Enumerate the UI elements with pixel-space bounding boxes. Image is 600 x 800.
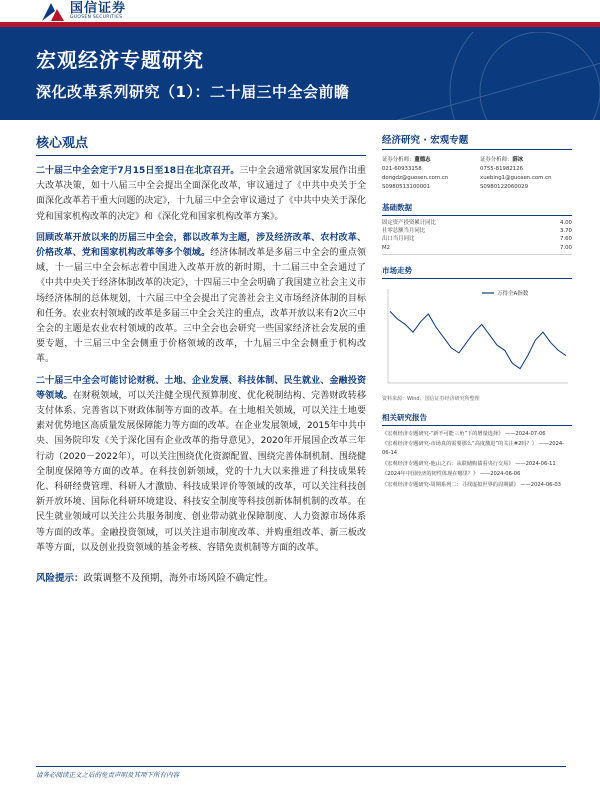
header-accent-bar [0, 22, 600, 27]
analyst-phone: 0755-81982126 [480, 166, 524, 172]
paragraph-lead: 二十届三中全会可能讨论财税、土地、企业发展、科技体制、民生就业、金融投资等领域。 [36, 375, 366, 401]
analyst-name: 董德志 [414, 157, 431, 163]
chart-source: 资料来源：Wind、国信证券经济研究所整理 [382, 395, 480, 402]
basic-data-row [382, 219, 572, 227]
analyst-role: 证券分析师： [382, 157, 415, 163]
related-report-link[interactable]: 《宏观经济专题研究-市场真的需要那么“高度激进”的关注#2吗？》 ——2024-06-14 [382, 441, 565, 456]
basic-data-row [382, 244, 572, 252]
basic-data-value: 4.00 [559, 220, 572, 226]
market-trend-chart [382, 283, 572, 393]
paragraph-3 [36, 374, 366, 556]
basic-data-title: 基础数据 [382, 202, 572, 216]
analyst-phone: 021-60933158 [382, 166, 422, 172]
risk-warning [36, 570, 366, 584]
section-title: 核心观点 [36, 132, 366, 156]
related-report-link[interactable]: 《宏观经济专题研究-“新不可能三角”下的增量选择》 ——2024-07-06 [382, 430, 546, 437]
footer-disclaimer[interactable]: 请务必阅读正文之后的免责声明及其项下所有内容 [36, 771, 179, 779]
related-title: 相关研究报告 [382, 412, 572, 426]
header-decoration [320, 32, 600, 120]
series-line [390, 311, 566, 368]
paragraph-body: 经济体制改革是多届三中全会的重点领域，十一届三中全会标志着中国进入改革开放的新时期，十二届三中全会通过了《中共中央关于经济体制改革的决定》，十四届三中全会明确了我国建立社会主义市场经济体制的总体规划，十六届三中全会提出了完善社会主义市场经济体制的目标和任务。农业农村领域的改革是多届三中全会关注的重点，改革开放以来有2次三中全会的主题是农业农村领域的改革。三中全会也会研究一些国家经济社会发展的重要专题，十三届三中全会侧重于价格领域的改革，十九届三中全会侧重于机构改革。 [36, 248, 366, 365]
analyst-email[interactable]: xuebing1@guosen.com.cn [480, 175, 552, 181]
related-report-link[interactable]: 《宏观经济专题研究-他山之石：从联储购债看央行交易》 ——2024-06-11 [382, 460, 556, 467]
basic-data-value: 7.60 [559, 236, 572, 243]
related-report-link[interactable]: 《宏观经济专题研究-周期系列二：寻找虚拟世界的周期锚》 ——2024-06-03 [382, 481, 561, 488]
report-type: 宏观经济专题研究 [36, 48, 204, 72]
report-title: 深化改革系列研究（1）：二十届三中全会前瞻 [36, 83, 350, 101]
basic-data-label: M2 [382, 244, 391, 251]
brand-name-cn: 国信证券 [70, 0, 127, 16]
chart-title: 市场走势 [382, 265, 572, 279]
basic-data-label: 出口当月同比 [382, 236, 415, 243]
basic-data-value: 7.00 [559, 244, 572, 251]
analyst-license: S0980513100001 [382, 184, 431, 190]
basic-data-row [382, 235, 572, 243]
analyst-card [480, 156, 572, 192]
legend-label: 万得全A指数 [497, 290, 529, 297]
paragraph-lead: 回顾改革开放以来的历届三中全会，都以改革为主题，涉及经济改革、农村改革、价格改革、党和国家机构改革等多个领域。 [36, 232, 366, 259]
analyst-license: S0980122060029 [480, 184, 529, 190]
basic-data-label: 社零总额当月同比 [382, 228, 426, 235]
related-list [382, 430, 572, 490]
analyst-role: 证券分析师： [480, 157, 513, 163]
related-report-link[interactable]: 《2024年中国经济的韧性体现在哪里？》 ——2024-06-06 [382, 471, 521, 478]
market-trend-svg [382, 283, 572, 393]
basic-data-row [382, 227, 572, 235]
sidebar [382, 132, 572, 491]
paragraph-body: 三中全会通常就国家发展作出重大改革决策，如十八届三中全会提出全面深化改革，审议通过了《中共中央关于全面深化改革若干重大问题的决定》，十九届三中全会审议通过了《中共中央关于深化党和国家机构改革的决定》和《深化党和国家机构改革方案》。 [36, 166, 366, 222]
analysts [382, 156, 572, 192]
footer-divider [36, 766, 566, 767]
analyst-name: 薛冰 [512, 157, 524, 163]
paragraph-1 [36, 164, 366, 225]
analyst-card [382, 156, 474, 192]
brand-logo-icon [42, 1, 64, 21]
paragraph-2 [36, 231, 366, 368]
core-views [36, 132, 366, 556]
basic-data-label: 固定资产投资累计同比 [382, 220, 436, 226]
brand-logo [42, 0, 126, 22]
risk-text: 政策调整不及预期，海外市场风险不确定性。 [83, 573, 274, 584]
paragraph-lead: 二十届三中全会定于7月15日至18日在北京召开。 [36, 166, 240, 176]
basic-data-table [382, 219, 572, 255]
paragraph-body: 在财税领域，可以关注健全现代预算制度、优化税制结构、完善财政转移支付体系、完善省以下财政体制等方面的改革。在土地相关领域，可以关注土地要素对优势地区高质量发展保障能力等方面的改革。在企业发展领域，2015年中共中央、国务院印发《关于深化国有企业改革的指导意见》，2020年开展国企改革三年行动（2020－2022年），可以关注围绕优化资源配置、围绕完善体制机制、围绕健全制度保障等方面的改革。在科技创新领域，党的十九大以来推进了科技成果转化、科研经费管理、科研人才激励、科技成果评价等领域的改革，可以关注科技创新开放环境、国际化科研环境建设、科技安全制度等科技创新体制机制的改革。在民生就业领域可以关注公共服务制度、创业带动就业保障制度、人力资源市场体系等方面的改革。金融投资领域，可以关注退市制度改革、并购重组改革、新三板改革等方面，以及创业投资领域的基金考核、容错免责机制等方面的改革。 [36, 390, 366, 553]
brand-name-en: GUOSEN SECURITIES [70, 14, 123, 20]
analyst-email[interactable]: dongdz@guosen.com.cn [382, 175, 449, 181]
basic-data-value: 3.70 [559, 228, 572, 235]
risk-label: 风险提示： [36, 573, 84, 584]
report-category: 经济研究 · 宏观专题 [382, 132, 572, 150]
